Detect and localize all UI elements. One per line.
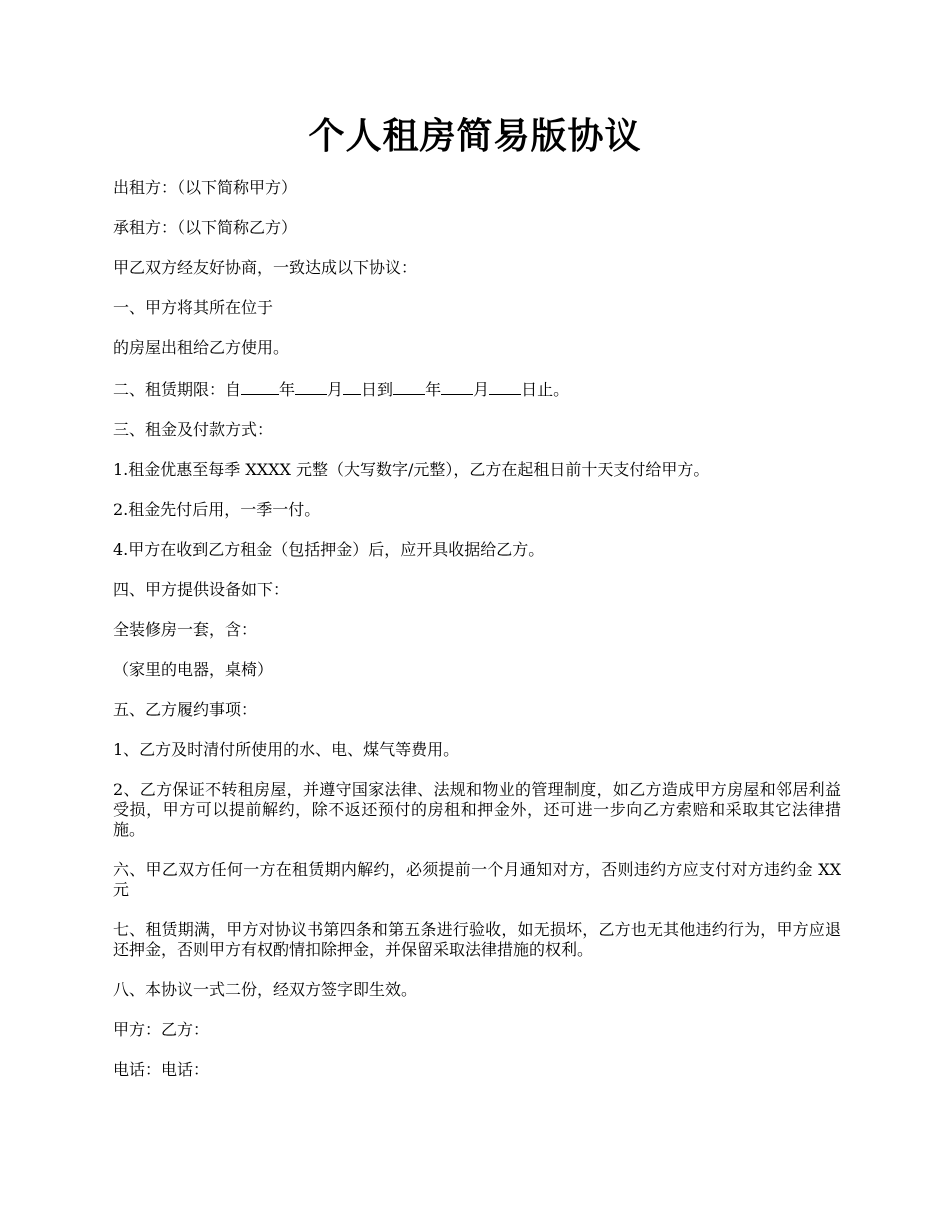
- signature-line: 甲方：乙方：: [113, 1020, 210, 1039]
- clause-1-a: 一、甲方将其所在位于: [113, 298, 274, 317]
- blank-end-day: [489, 378, 521, 395]
- phone-line: 电话：电话：: [113, 1060, 210, 1079]
- clause-5-2: 2、乙方保证不转租房屋，并遵守国家法律、法规和物业的管理制度，如乙方造成甲方房屋和邻居利益受损，甲方可以提前解约，除不返还预付的房租和押金外，还可进一步向乙方索赔和采取其它法律措施。: [113, 780, 841, 839]
- clause-7: 七、租赁期满，甲方对协议书第四条和第五条进行验收，如无损坏，乙方也无其他违约行为，甲方应退还押金，否则甲方有权酌情扣除押金，并保留采取法律措施的权利。: [113, 920, 841, 959]
- clause-1-b: 的房屋出租给乙方使用。: [113, 338, 290, 357]
- intro-paragraph: 甲乙双方经友好协商，一致达成以下协议：: [113, 258, 418, 277]
- term-year-2: 年: [425, 380, 442, 399]
- clause-4-a: 全装修房一套，含：: [113, 620, 258, 639]
- clause-3: 三、租金及付款方式：: [113, 420, 274, 439]
- clause-6: 六、甲乙双方任何一方在租赁期内解约，必须提前一个月通知对方，否则违约方应支付对方违约金 XX 元: [113, 860, 841, 899]
- clause-3-2: 2.租金先付后用，一季一付。: [113, 500, 321, 519]
- clause-4-b: （家里的电器，桌椅）: [113, 660, 274, 679]
- blank-start-day: [343, 378, 361, 395]
- clause-4: 四、甲方提供设备如下：: [113, 580, 290, 599]
- clause-5: 五、乙方履约事项：: [113, 700, 258, 719]
- lessee-line: 承租方：（以下简称乙方）: [113, 218, 298, 237]
- document-body: [113, 178, 841, 1100]
- term-prefix: 二、租赁期限：自: [113, 380, 242, 399]
- blank-end-month: [441, 378, 473, 395]
- lessor-line: 出租方：（以下简称甲方）: [113, 178, 298, 197]
- term-day-1: 日到: [361, 380, 394, 399]
- term-day-2: 日止。: [521, 380, 570, 399]
- blank-start-month: [295, 378, 327, 395]
- clause-5-1: 1、乙方及时清付所使用的水、电、煤气等费用。: [113, 740, 460, 759]
- blank-start-year: [241, 378, 279, 395]
- term-year-1: 年: [279, 380, 296, 399]
- clause-3-4: 4.甲方在收到乙方租金（包括押金）后，应开具收据给乙方。: [113, 540, 545, 559]
- term-month-1: 月: [327, 380, 344, 399]
- clause-2-term: [113, 378, 841, 400]
- term-month-2: 月: [473, 380, 490, 399]
- clause-3-1: 1.租金优惠至每季 XXXX 元整（大写数字/元整），乙方在起租日前十天支付给甲方。: [113, 460, 710, 479]
- document-title: 个人租房简易版协议: [308, 115, 642, 157]
- clause-8: 八、本协议一式二份，经双方签字即生效。: [113, 980, 418, 999]
- blank-end-year: [393, 378, 425, 395]
